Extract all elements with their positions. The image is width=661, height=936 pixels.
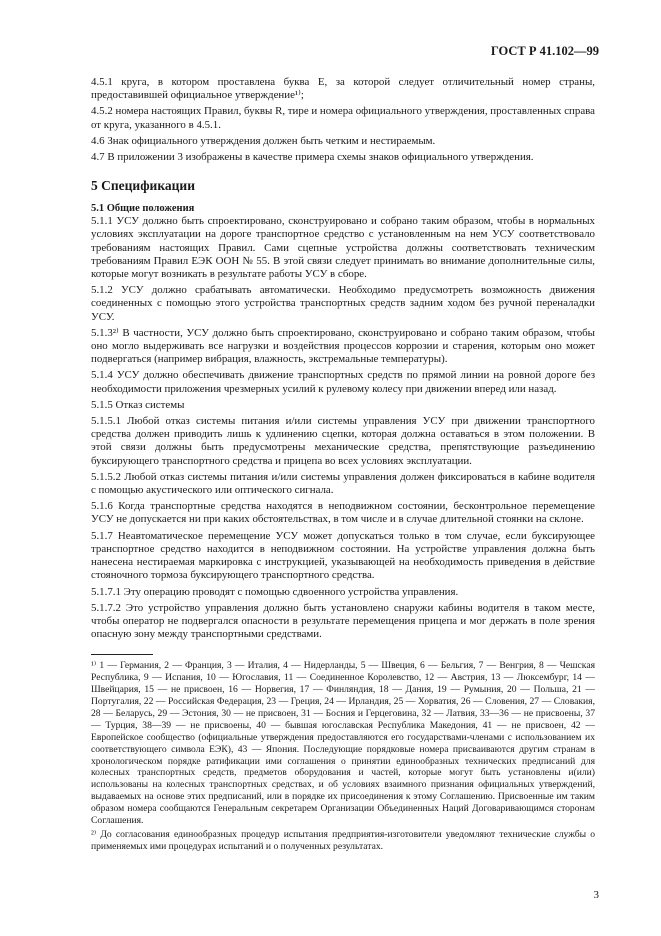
paragraph-5-1-5-1: 5.1.5.1 Любой отказ системы питания и/или системы управления УСУ при движении транспортного средства должен приводить лишь к удлинению сцепки, которая должна оставаться в этом положении. В этой связи должны быть предусмотрены механические средства, препятствующие разъединению буксирующего транспортного средства и прицепа во всех условиях эксплуатации. — [91, 415, 595, 467]
footnote-divider — [91, 654, 153, 655]
paragraph-5-1-5-2: 5.1.5.2 Любой отказ системы питания и/или системы управления должен фиксироваться в кабине водителя с помощью акустического или оптического сигнала. — [91, 470, 595, 497]
standard-header: ГОСТ Р 41.102—99 — [490, 44, 599, 58]
paragraph-5-1-1: 5.1.1 УСУ должно быть спроектировано, сконструировано и собрано таким образом, чтобы в нормальных условиях эксплуатации на дороге транспортное средство с установленным на нем УСУ соответствовало требованиям настоящих Правил. Сами сцепные устройства должны соответствовать техническим требованиям Правил ЕЭК ООН № 55. В этой связи следует принимать во внимание дополнительные силы, которые могут возникать в результате работы УСУ в сборе. — [91, 215, 595, 281]
paragraph-5-1-4: 5.1.4 УСУ должно обеспечивать движение транспортных средств по прямой линии на ровной дороге без необходимости приложения чрезмерных усилий к рулевому колесу при движении вперед или назад. — [91, 369, 595, 395]
paragraph-5-1-7-2: 5.1.7.2 Это устройство управления должно быть установлено снаружи кабины водителя в таком месте, чтобы оператор не подвергался опасности в результате перемещения прицепа и мог держать в поле зрения опасную зону между транспортными средствами. — [91, 601, 595, 641]
paragraph-4-5-2: 4.5.2 номера настоящих Правил, буквы R, тире и номера официального утверждения, проставленных справа от круга, указанного в 4.5.1. — [91, 105, 595, 131]
footnote-1: ¹⁾ 1 — Германия, 2 — Франция, 3 — Италия, 4 — Нидерланды, 5 — Швеция, 6 — Бельгия, 7 — Венгрия, 8 — Чешская Республика, 9 — Испания, 10 — Югославия, 11 — Соединенное Королевство, 12 — Австрия, 13 — Люксембург, 14 — Швейцария, 15 — не присвоен, 16 — Норвегия, 17 — Финляндия, 18 — Дания, 19 — Румыния, 20 — Польша, 21 — Португалия, 22 — Российская Федерация, 23 — Греция, 24 — Ирландия, 25 — Хорватия, 26 — Словения, 27 — Словакия, 28 — Беларусь, 29 — Эстония, 30 — не присвоен, 31 — Босния и Герцеговина, 32 — Латвия, 33—36 — не присвоены, 37 — Турция, 38—39 — не присвоены, 40 — бывшая югославская Республика Македония, 41 — не присвоен, 42 — Европейское сообщество (официальные утверждения предоставляются его государствами-членами с использованием их соответствующего символа ЕЭК), 43 — Япония. Последующие порядковые номера присваиваются другим странам в хронологическом порядке ратификации ими соглашения о принятии единообразных технических предписаний для колесных транспортных средств, предметов оборудования и частей, которые могут быть установлены и(или) использованы на колесных транспортных средствах, и об условиях взаимного признания официальных утверждений, выдаваемых на основе этих предписаний, или в порядке их присоединения к этому Соглашению. Присвоенные им таким образом номера сообщаются Генеральным секретарем Организации Объединенных Наций Договаривающимся сторонам Соглашения. — [91, 660, 595, 827]
paragraph-5-1-7: 5.1.7 Неавтоматическое перемещение УСУ может допускаться только в том случае, если буксирующее транспортное средство находится в неподвижном состоянии. На устройстве управления должна быть нанесена нестираемая маркировка с инструкцией, указывающей на необходимость приведения в действие стояночного тормоза буксирующего транспортного средства. — [91, 529, 595, 582]
paragraph-5-1-7-1: 5.1.7.1 Эту операцию проводят с помощью сдвоенного устройства управления. — [91, 585, 459, 598]
paragraph-5-1-5: 5.1.5 Отказ системы — [91, 398, 185, 411]
footnote-2: ²⁾ До согласования единообразных процедур испытания предприятия-изготовители уведомляют технические службы о применяемых ими процедурах испытаний и о полученных результатах. — [91, 829, 595, 852]
page-number: 3 — [593, 889, 599, 901]
paragraph-5-1-3: 5.1.3²⁾ В частности, УСУ должно быть спроектировано, сконструировано и собрано таким образом, чтобы оно могло выдерживать все нагрузки и воздействия процессов коррозии и старения, которым оно может подвергаться (например вибрация, влажность, экстремальные температуры). — [91, 326, 595, 366]
paragraph-4-6: 4.6 Знак официального утверждения должен быть четким и нестираемым. — [91, 134, 436, 147]
subsection-heading: 5.1 Общие положения — [91, 203, 195, 215]
paragraph-4-7: 4.7 В приложении 3 изображены в качестве примера схемы знаков официального утверждения. — [91, 151, 534, 164]
page-content — [91, 76, 595, 855]
paragraph-4-5-1: 4.5.1 круга, в котором проставлена буква E, за которой следует отличительный номер страны, предоставившей официальное утверждение¹⁾; — [91, 76, 595, 102]
paragraph-5-1-2: 5.1.2 УСУ должно срабатывать автоматически. Необходимо предусмотреть возможность движения соединенных с помощью этого устройства транспортных средств задним ходом без ручной переналадки УСУ. — [91, 284, 595, 323]
section-heading: 5 Спецификации — [91, 178, 195, 194]
paragraph-5-1-6: 5.1.6 Когда транспортные средства находятся в неподвижном состоянии, бесконтрольное перемещение УСУ не допускается ни при каких обстоятельствах, в том числе и в случае длительной стоянки на склоне. — [91, 500, 595, 526]
